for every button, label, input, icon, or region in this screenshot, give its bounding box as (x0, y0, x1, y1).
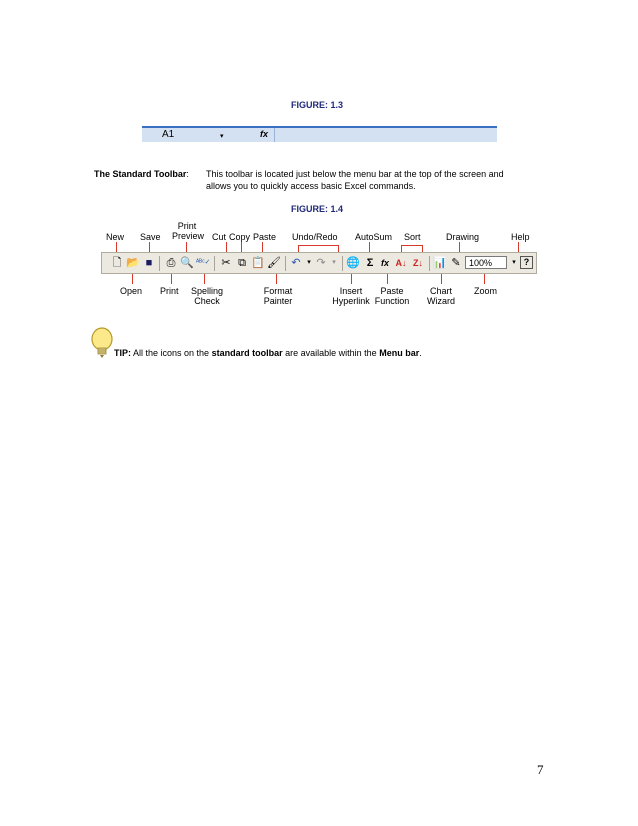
callout-undo-redo: Undo/Redo (292, 232, 338, 242)
callout-print: Print (160, 286, 179, 296)
undo-icon[interactable]: ↶ (291, 257, 301, 269)
chart-wizard-icon[interactable]: 📊 (433, 257, 447, 269)
separator (214, 256, 215, 271)
figure-1-4-label: FIGURE: 1.4 (291, 204, 344, 214)
callout-print-preview: Print Preview (172, 221, 205, 241)
tip-end: . (419, 348, 422, 358)
callout-paste-function: Paste Function (374, 286, 410, 306)
name-box-cell-ref[interactable]: A1 (162, 129, 175, 140)
tip-text-2: are available within the (285, 348, 377, 358)
separator (342, 256, 343, 271)
connector-line (351, 274, 352, 284)
tip-text (114, 348, 422, 358)
callout-copy: Copy (229, 232, 251, 242)
callout-autosum: AutoSum (355, 232, 393, 242)
format-painter-icon[interactable]: 🖌 (267, 257, 281, 269)
paste-function-icon[interactable]: fx (380, 258, 389, 268)
page-number: 7 (537, 762, 544, 777)
connector-line (401, 245, 423, 246)
name-box-bar (142, 126, 497, 142)
callout-drawing: Drawing (446, 232, 480, 242)
standard-toolbar-term (94, 168, 189, 180)
callout-insert-hyperlink: Insert Hyperlink (332, 286, 370, 306)
print-preview-icon[interactable]: 🔍 (180, 257, 194, 269)
callout-sort: Sort (404, 232, 421, 242)
separator (159, 256, 160, 271)
autosum-icon[interactable]: Σ (366, 257, 374, 269)
standard-toolbar-description: This toolbar is located just below the menu bar at the top of the screen and allows you to quickly access basic Excel commands. (206, 169, 504, 191)
callout-help: Help (511, 232, 530, 242)
callout-spelling-check: Spelling Check (190, 286, 224, 306)
spelling-check-icon[interactable]: ᴬᴮᶜ✓ (196, 259, 211, 266)
tip-bold-2: Menu bar (379, 348, 420, 358)
redo-dropdown-icon[interactable]: ▾ (332, 259, 336, 266)
callout-zoom: Zoom (474, 286, 498, 296)
connector-line (387, 274, 388, 284)
connector-line (276, 274, 277, 284)
callout-save: Save (140, 232, 161, 242)
lightbulb-icon (90, 327, 114, 359)
copy-icon[interactable]: ⧉ (238, 257, 246, 269)
undo-dropdown-icon[interactable]: ▾ (307, 259, 311, 266)
zoom-box[interactable] (465, 256, 507, 269)
standard-toolbar (101, 252, 537, 274)
connector-line (204, 274, 205, 284)
callout-cut: Cut (212, 232, 227, 242)
zoom-value: 100% (469, 258, 493, 268)
insert-hyperlink-icon[interactable]: 🌐 (346, 257, 360, 269)
sort-ascending-icon[interactable]: A↓ (395, 258, 407, 268)
cut-icon[interactable]: ✂ (221, 257, 231, 269)
term-text: The Standard Toolbar (94, 169, 187, 179)
tip-text-1: All the icons on the (133, 348, 210, 358)
sort-descending-icon[interactable]: Z↓ (413, 258, 423, 268)
separator (285, 256, 286, 271)
save-icon[interactable]: ■ (145, 257, 153, 269)
connector-line (441, 274, 442, 284)
insert-function-icon[interactable]: fx (260, 129, 269, 139)
callout-new: New (106, 232, 125, 242)
callout-chart-wizard: Chart Wizard (426, 286, 455, 306)
tip-bold-1: standard toolbar (211, 348, 283, 358)
figure-1-3-label: FIGURE: 1.3 (291, 100, 344, 110)
open-icon[interactable]: 📂 (126, 257, 140, 269)
connector-line (171, 274, 172, 284)
zoom-dropdown-icon[interactable]: ▾ (512, 259, 516, 266)
help-icon[interactable]: ? (520, 256, 533, 269)
connector-line (484, 274, 485, 284)
chevron-down-icon[interactable]: ▾ (220, 133, 224, 140)
print-icon[interactable]: ⎙ (166, 257, 176, 269)
new-icon[interactable]: 🗋 (112, 257, 122, 269)
connector-line (132, 274, 133, 284)
callout-paste: Paste (253, 232, 277, 242)
drawing-icon[interactable]: ✎ (451, 257, 461, 269)
formula-input[interactable] (274, 128, 497, 142)
term-colon: : (186, 169, 189, 179)
separator (429, 256, 430, 271)
redo-icon[interactable]: ↷ (316, 257, 326, 269)
connector-line (298, 245, 338, 246)
callout-format-painter: Format Painter (263, 286, 293, 306)
callout-open: Open (120, 286, 143, 296)
paste-icon[interactable]: 📋 (251, 257, 265, 269)
tip-prefix: TIP: (114, 348, 131, 358)
